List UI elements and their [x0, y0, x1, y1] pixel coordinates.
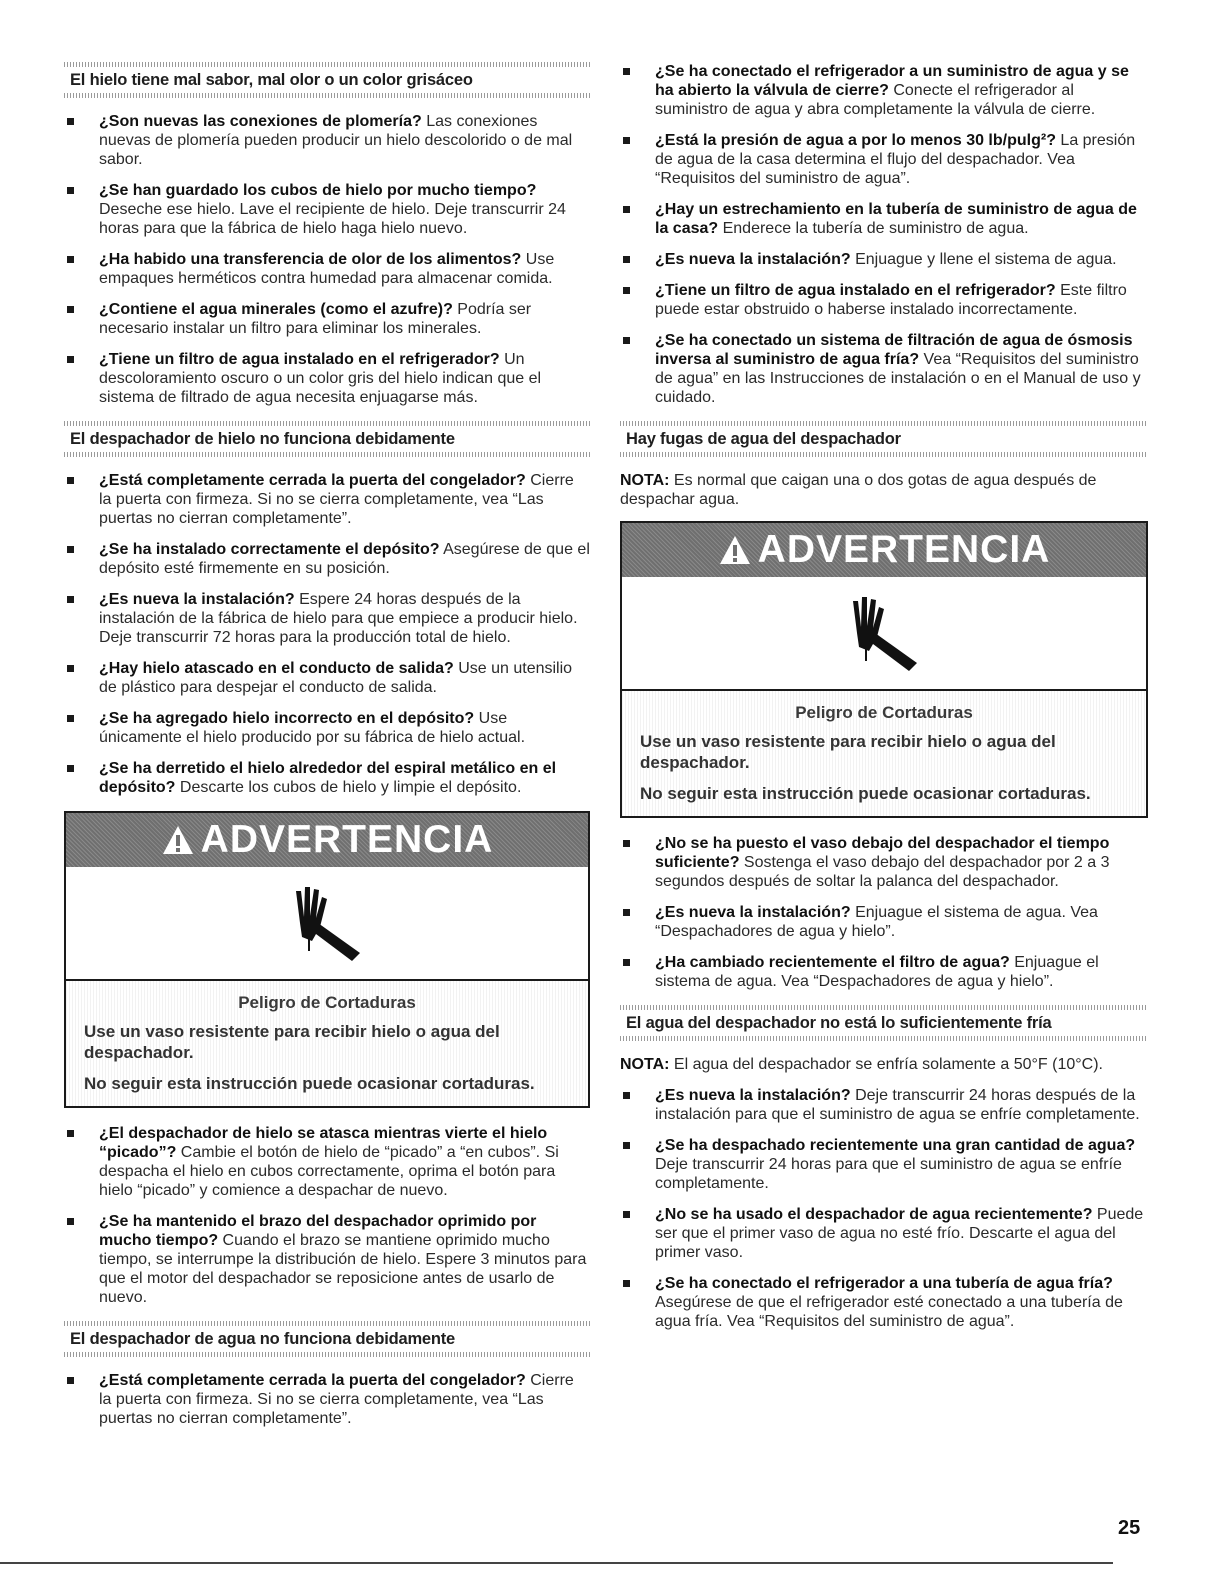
cut-hand-hazard-icon — [839, 593, 929, 673]
list-item: ¿Se ha conectado el refrigerador a una tubería de agua fría? Asegúrese de que el refrigerador esté conectado a una tubería de agua fría. Vea “Requisitos del suministro de agua”. — [620, 1274, 1148, 1331]
warning-header — [622, 523, 1146, 577]
warning-box — [64, 811, 590, 1108]
warning-header — [66, 813, 588, 867]
warning-image — [622, 577, 1146, 691]
list-item: ¿Es nueva la instalación? Enjuague y llene el sistema de agua. — [620, 250, 1148, 269]
bullet-icon — [623, 256, 630, 263]
list-item: ¿Se ha agregado hielo incorrecto en el depósito? Use únicamente el hielo producido por su fábrica de hielo actual. — [64, 709, 590, 747]
list-item: ¿Se ha despachado recientemente una gran cantidad de agua? Deje transcurrir 24 horas para que el suministro de agua se enfríe completamente. — [620, 1136, 1148, 1193]
bullet-icon — [67, 765, 74, 772]
right-column — [620, 62, 1148, 1345]
list-item: ¿El despachador de hielo se atasca mientras vierte el hielo “picado”? Cambie el botón de hielo de “picado” a “en cubos”. Si despacha el hielo en cubos correctamente, oprima el botón para hielo “picado” y comience a despachar de nuevo. — [64, 1124, 590, 1200]
bullet-icon — [623, 909, 630, 916]
warning-instruction: Use un vaso resistente para recibir hielo o agua del despachador. — [84, 1022, 500, 1062]
warning-instruction: Use un vaso resistente para recibir hielo o agua del despachador. — [640, 732, 1056, 772]
list-item: ¿Ha cambiado recientemente el filtro de agua? Enjuague el sistema de agua. Vea “Despachadores de agua y hielo”. — [620, 953, 1148, 991]
bullet-icon — [623, 1211, 630, 1218]
bullet-icon — [623, 1092, 630, 1099]
section-heading-water-not-cold: El agua del despachador no está lo suficientemente fría — [620, 1005, 1148, 1041]
water-dispenser-items-continued — [620, 62, 1148, 407]
ice-dispenser-items — [64, 471, 590, 797]
bullet-icon — [67, 1377, 74, 1384]
bullet-icon — [67, 118, 74, 125]
bullet-icon — [67, 665, 74, 672]
warning-triangle-icon — [161, 823, 195, 857]
list-item: ¿Ha habido una transferencia de olor de los alimentos? Use empaques herméticos contra humedad para almacenar comida. — [64, 250, 590, 288]
bullet-icon — [623, 1280, 630, 1287]
bullet-icon — [67, 546, 74, 553]
list-item: ¿Son nuevas las conexiones de plomería? Las conexiones nuevas de plomería pueden producir un hielo descolorido o de mal sabor. — [64, 112, 590, 169]
list-item: ¿Es nueva la instalación? Deje transcurrir 24 horas después de la instalación para que el suministro de agua se enfríe completamente. — [620, 1086, 1148, 1124]
list-item: ¿Se han guardado los cubos de hielo por mucho tiempo? Deseche ese hielo. Lave el recipiente de hielo. Deje transcurrir 24 horas para que la fábrica de hielo haga hielo nuevo. — [64, 181, 590, 238]
bullet-icon — [67, 477, 74, 484]
bullet-icon — [67, 187, 74, 194]
section-heading-ice-dispenser: El despachador de hielo no funciona debidamente — [64, 421, 590, 457]
warning-consequence: No seguir esta instrucción puede ocasionar cortaduras. — [84, 1074, 535, 1093]
note: NOTA: Es normal que caigan una o dos gotas de agua después de despachar agua. — [620, 472, 1097, 508]
bullet-icon — [623, 1142, 630, 1149]
bullet-icon — [67, 256, 74, 263]
bullet-icon — [623, 68, 630, 75]
bullet-icon — [67, 1130, 74, 1137]
bullet-icon — [67, 306, 74, 313]
list-item: ¿Se ha instalado correctamente el depósito? Asegúrese de que el depósito esté firmemente en su posición. — [64, 540, 590, 578]
list-item: ¿Está completamente cerrada la puerta del congelador? Cierre la puerta con firmeza. Si no se cierra completamente, vea “Las puertas no cierran completamente”. — [64, 1371, 590, 1428]
list-item: ¿Contiene el agua minerales (como el azufre)? Podría ser necesario instalar un filtro para eliminar los minerales. — [64, 300, 590, 338]
warning-triangle-icon — [718, 533, 752, 567]
list-item: ¿Tiene un filtro de agua instalado en el refrigerador? Un descoloramiento oscuro o un color gris del hielo indican que el sistema de filtrado de agua necesita enjuagarse más. — [64, 350, 590, 407]
warning-consequence: No seguir esta instrucción puede ocasionar cortaduras. — [640, 784, 1091, 803]
section-heading-ice-taste: El hielo tiene mal sabor, mal olor o un color grisáceo — [64, 62, 590, 98]
hazard-title: Peligro de Cortaduras — [795, 703, 973, 722]
list-item: ¿Hay un estrechamiento en la tubería de suministro de agua de la casa? Enderece la tubería de suministro de agua. — [620, 200, 1148, 238]
list-item: ¿Hay hielo atascado en el conducto de salida? Use un utensilio de plástico para despejar el conducto de salida. — [64, 659, 590, 697]
note: NOTA: El agua del despachador se enfría solamente a 50°F (10°C). — [620, 1056, 1103, 1073]
list-item: ¿Se ha conectado el refrigerador a un suministro de agua y se ha abierto la válvula de cierre? Conecte el refrigerador al suministro de agua y abra completamente la válvula de cierre. — [620, 62, 1148, 119]
list-item: ¿No se ha puesto el vaso debajo del despachador el tiempo suficiente? Sostenga el vaso debajo del despachador por 2 a 3 segundos después de soltar la palanca del despachador. — [620, 834, 1148, 891]
left-column — [64, 62, 590, 1442]
list-item: ¿Se ha derretido el hielo alrededor del espiral metálico en el depósito? Descarte los cubos de hielo y limpie el depósito. — [64, 759, 590, 797]
bullet-icon — [623, 959, 630, 966]
list-item: ¿Se ha mantenido el brazo del despachador oprimido por mucho tiempo? Cuando el brazo se mantiene oprimido mucho tiempo, se interrumpe la distribución de hielo. Espere 3 minutos para que el motor del despachador se reposicione antes de usarlo de nuevo. — [64, 1212, 590, 1307]
warning-image — [66, 867, 588, 981]
hazard-title: Peligro de Cortaduras — [238, 993, 416, 1012]
bullet-icon — [67, 1218, 74, 1225]
section-heading-water-leak: Hay fugas de agua del despachador — [620, 421, 1148, 457]
page-number: 25 — [1118, 1517, 1141, 1539]
bullet-icon — [67, 356, 74, 363]
warning-title: ADVERTENCIA — [757, 528, 1051, 571]
list-item: ¿Está completamente cerrada la puerta del congelador? Cierre la puerta con firmeza. Si no se cierra completamente, vea “Las puertas no cierran completamente”. — [64, 471, 590, 528]
bullet-icon — [623, 137, 630, 144]
bullet-icon — [623, 206, 630, 213]
list-item: ¿Tiene un filtro de agua instalado en el refrigerador? Este filtro puede estar obstruido o haberse instalado incorrectamente. — [620, 281, 1148, 319]
warning-box — [620, 521, 1148, 818]
bullet-icon — [623, 337, 630, 344]
bottom-rule — [0, 1562, 1113, 1564]
ice-dispenser-items-continued — [64, 1124, 590, 1307]
water-leak-items — [620, 834, 1148, 991]
bullet-icon — [623, 287, 630, 294]
warning-body — [622, 691, 1146, 816]
list-item: ¿Es nueva la instalación? Enjuague el sistema de agua. Vea “Despachadores de agua y hielo”. — [620, 903, 1148, 941]
bullet-icon — [623, 840, 630, 847]
warning-body — [66, 981, 588, 1106]
section-heading-water-dispenser: El despachador de agua no funciona debidamente — [64, 1321, 590, 1357]
water-dispenser-items — [64, 1371, 590, 1428]
list-item: ¿Se ha conectado un sistema de filtración de agua de ósmosis inversa al suministro de agua fría? Vea “Requisitos del suministro de agua” en las Instrucciones de instalación o en el Manual de uso y cuidado. — [620, 331, 1148, 407]
bullet-icon — [67, 715, 74, 722]
list-item: ¿Es nueva la instalación? Espere 24 horas después de la instalación de la fábrica de hielo para que empiece a producir hielo. Deje transcurrir 72 horas para la producción total de hielo. — [64, 590, 590, 647]
list-item: ¿Está la presión de agua a por lo menos 30 lb/pulg²? La presión de agua de la casa determina el flujo del despachador. Vea “Requisitos del suministro de agua”. — [620, 131, 1148, 188]
warning-title: ADVERTENCIA — [200, 818, 494, 861]
water-not-cold-items — [620, 1086, 1148, 1331]
ice-taste-items — [64, 112, 590, 407]
list-item: ¿No se ha usado el despachador de agua recientemente? Puede ser que el primer vaso de agua no esté frío. Descarte el agua del primer vaso. — [620, 1205, 1148, 1262]
cut-hand-hazard-icon — [282, 883, 372, 963]
bullet-icon — [67, 596, 74, 603]
